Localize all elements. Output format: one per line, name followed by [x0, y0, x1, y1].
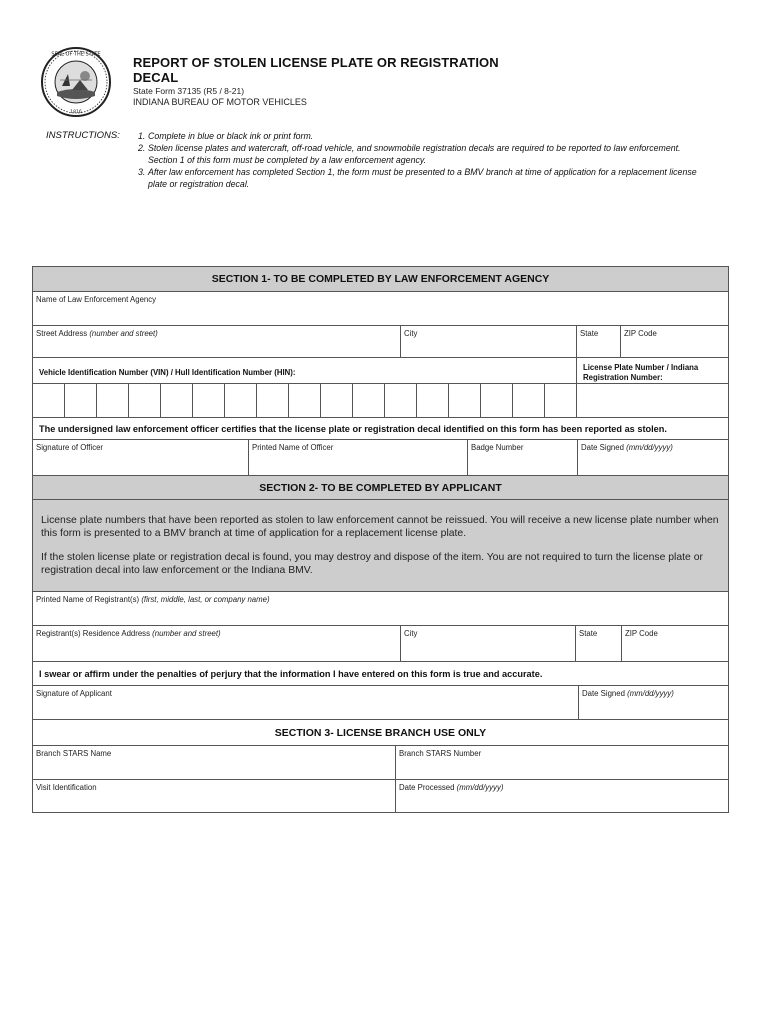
vin-character-box[interactable] — [64, 384, 96, 417]
applicant-signature-field[interactable]: Signature of Applicant — [36, 689, 112, 698]
vin-label: Vehicle Identification Number (VIN) / Hull Identification Number (HIN): — [39, 368, 296, 377]
vin-character-box[interactable] — [33, 384, 64, 417]
vin-character-box[interactable] — [448, 384, 480, 417]
registrant-street-field[interactable]: Registrant(s) Residence Address (number and street) — [36, 629, 221, 638]
branch-stars-number-field[interactable]: Branch STARS Number — [395, 746, 728, 779]
date-processed-field[interactable]: Date Processed (mm/dd/yyyy) — [395, 780, 728, 813]
vin-character-box[interactable] — [96, 384, 128, 417]
form-number: State Form 37135 (R5 / 8-21) — [133, 86, 245, 96]
applicant-date-signed-field[interactable]: Date Signed (mm/dd/yyyy) — [578, 686, 728, 719]
report-form — [32, 266, 729, 813]
agency-name-field[interactable]: Name of Law Enforcement Agency — [33, 291, 728, 325]
registrant-state-field[interactable]: State — [575, 626, 621, 661]
svg-text:SEAL·OF·THE·STATE: SEAL·OF·THE·STATE — [51, 51, 101, 58]
vin-character-box[interactable] — [416, 384, 448, 417]
instruction-item: 2. Stolen license plates and watercraft, off-road vehicle, and snowmobile registration decals are required to be reported to law enforcement. Section 1 of this form must be completed by a law enforcement agency. — [138, 143, 681, 165]
branch-stars-row — [33, 745, 728, 779]
vin-character-box[interactable] — [384, 384, 416, 417]
branch-stars-name-field[interactable]: Branch STARS Name — [36, 749, 112, 758]
vin-character-box[interactable] — [352, 384, 384, 417]
registrant-address-row — [33, 625, 728, 661]
section3-header: SECTION 3- LICENSE BRANCH USE ONLY — [33, 719, 728, 745]
officer-printed-name-field[interactable]: Printed Name of Officer — [248, 440, 467, 475]
vin-character-box[interactable] — [256, 384, 288, 417]
visit-row — [33, 779, 728, 813]
plate-number-field[interactable] — [576, 384, 728, 417]
officer-date-signed-field[interactable]: Date Signed (mm/dd/yyyy) — [577, 440, 728, 475]
agency-zip-field[interactable]: ZIP Code — [620, 326, 728, 357]
vin-character-box[interactable] — [128, 384, 160, 417]
vin-character-box[interactable] — [512, 384, 544, 417]
agency-name: INDIANA BUREAU OF MOTOR VEHICLES — [133, 97, 307, 107]
registrant-zip-field[interactable]: ZIP Code — [621, 626, 728, 661]
registrant-name-field[interactable]: Printed Name of Registrant(s) (first, middle, last, or company name) — [33, 591, 728, 625]
indiana-state-seal — [40, 46, 112, 118]
svg-text:1816: 1816 — [70, 110, 82, 115]
vin-character-box[interactable] — [544, 384, 576, 417]
plate-number-label: License Plate Number / Indiana Registration Number: — [583, 363, 699, 382]
instruction-item: 3. After law enforcement has completed Section 1, the form must be presented to a BMV branch at time of application for a replacement license plate or registration decal. — [138, 167, 697, 189]
registrant-city-field[interactable]: City — [400, 626, 575, 661]
agency-state-field[interactable]: State — [576, 326, 620, 357]
officer-signature-field[interactable]: Signature of Officer — [36, 443, 104, 452]
applicant-signature-row — [33, 685, 728, 719]
agency-street-field[interactable]: Street Address (number and street) — [36, 329, 158, 338]
section2-header: SECTION 2- TO BE COMPLETED BY APPLICANT — [33, 475, 728, 499]
agency-city-field[interactable]: City — [400, 326, 576, 357]
vin-character-box[interactable] — [224, 384, 256, 417]
officer-certification: The undersigned law enforcement officer certifies that the license plate or registration decal identified on this form has been reported as stolen. — [33, 417, 728, 439]
instruction-item: 1. Complete in blue or black ink or print form. — [138, 131, 314, 141]
visit-identification-field[interactable]: Visit Identification — [36, 783, 97, 792]
vin-character-box[interactable] — [480, 384, 512, 417]
badge-number-field[interactable]: Badge Number — [467, 440, 577, 475]
form-title: REPORT OF STOLEN LICENSE PLATE OR REGISTRATION DECAL — [133, 55, 499, 85]
vin-label-row — [33, 357, 728, 383]
vin-character-box[interactable] — [192, 384, 224, 417]
officer-address-row — [33, 325, 728, 357]
officer-signature-row — [33, 439, 728, 475]
vin-character-box[interactable] — [288, 384, 320, 417]
vin-character-box[interactable] — [160, 384, 192, 417]
vin-boxes-row — [33, 383, 728, 417]
vin-character-box[interactable] — [320, 384, 352, 417]
section1-header: SECTION 1- TO BE COMPLETED BY LAW ENFORCEMENT AGENCY — [33, 267, 728, 291]
applicant-affirmation: I swear or affirm under the penalties of perjury that the information I have entered on this form is true and accurate. — [33, 661, 728, 685]
instructions-list — [138, 130, 708, 190]
applicant-notice: License plate numbers that have been reported as stolen to law enforcement cannot be reissued. You will receive a new license plate number when this form is presented to a BMV branch at time of application for a replacement license plate. If the stolen license plate or registration decal is found, you may destroy and dispose of the item. You are not required to turn the license plate or registration decal into law enforcement or the Indiana BMV. — [33, 499, 728, 591]
instructions-label: INSTRUCTIONS: — [46, 130, 120, 141]
